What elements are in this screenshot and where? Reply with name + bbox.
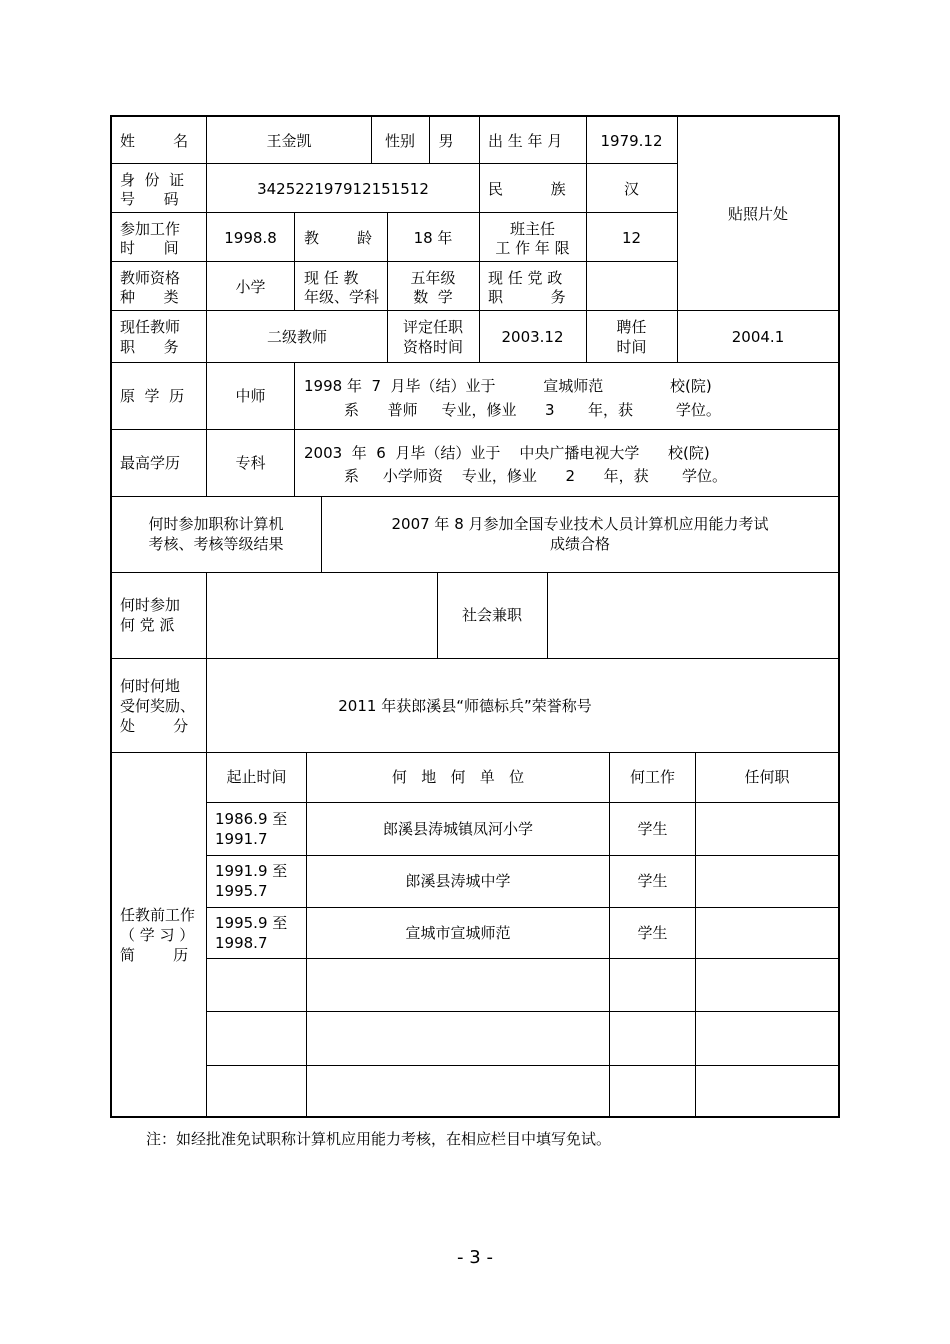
- nation-value: 汉: [623, 180, 639, 198]
- computer-label-2: 考核、考核等级结果: [148, 535, 284, 553]
- award-label-3: 处 分: [120, 717, 189, 735]
- col-line: [206, 116, 207, 496]
- party-post-label-1: 现 任 党 政: [488, 269, 563, 287]
- work-start-label-2: 时 间: [120, 239, 179, 257]
- history-work: 学生: [637, 872, 668, 890]
- col-line: [547, 572, 548, 658]
- award-label-2: 受何奖励、: [120, 697, 196, 715]
- history-header-place: 何 地 何 单 位: [391, 768, 525, 786]
- history-time-end: 1998.7: [215, 934, 268, 952]
- qualification-value: 小学: [235, 278, 266, 296]
- history-label-1: 任教前工作: [120, 906, 196, 924]
- orig-edu-label: 原 学 历: [120, 387, 185, 405]
- current-grade-label-2: 年级、学科: [304, 288, 380, 306]
- eval-value: 2003.12: [501, 328, 564, 346]
- col-line: [206, 572, 207, 1117]
- col-line: [294, 362, 295, 496]
- row-line: [111, 310, 839, 311]
- history-work: 学生: [637, 924, 668, 942]
- current-grade-value-1: 五年级: [410, 269, 456, 287]
- eval-label-1: 评定任职: [402, 318, 463, 336]
- gender-value: 男: [438, 132, 454, 150]
- computer-value-2: 成绩合格: [549, 535, 610, 553]
- row-line: [111, 572, 839, 573]
- history-time-end: 1995.7: [215, 882, 268, 900]
- id-number-value: 342522197912151512: [257, 180, 429, 198]
- id-label-1: 身 份 证: [120, 171, 185, 189]
- top-edu-line-2: 系 小学师资 专业，修业 2 年，获 学位。: [344, 467, 728, 485]
- eval-label-2: 资格时间: [402, 338, 463, 356]
- head-teacher-label-2: 工 作 年 限: [495, 239, 570, 257]
- history-place: 宣城市宣城师范: [405, 924, 511, 942]
- party-label-2: 何 党 派: [120, 616, 175, 634]
- current-grade-value-2: 数 学: [413, 288, 453, 306]
- row-line: [111, 429, 839, 430]
- history-time-start: 1986.9 至: [215, 810, 288, 828]
- row-line: [206, 907, 839, 908]
- footnote: 注：如经批准免试职称计算机应用能力考核，在相应栏目中填写免试。: [146, 1130, 612, 1148]
- col-line: [294, 212, 295, 310]
- border-right: [838, 115, 840, 1118]
- gender-label: 性别: [384, 132, 415, 150]
- qualification-label-1: 教师资格: [120, 269, 181, 287]
- title-value: 二级教师: [266, 328, 327, 346]
- award-value: 2011 年获郎溪县“师德标兵”荣誉称号: [338, 697, 592, 715]
- row-line: [111, 752, 839, 753]
- history-header-work: 何工作: [629, 768, 675, 786]
- history-place: 郎溪县涛城中学: [405, 872, 511, 890]
- birth-value: 1979.12: [600, 132, 663, 150]
- row-line: [111, 261, 678, 262]
- id-label-2: 号 码: [120, 190, 179, 208]
- head-teacher-label-1: 班主任: [509, 220, 555, 238]
- teaching-years-label: 教 龄: [304, 229, 373, 247]
- row-line: [206, 855, 839, 856]
- border-bottom: [110, 1116, 840, 1118]
- hire-value: 2004.1: [731, 328, 785, 346]
- history-header-time: 起止时间: [226, 768, 287, 786]
- party-label-1: 何时参加: [120, 596, 181, 614]
- history-time-start: 1995.9 至: [215, 914, 288, 932]
- hire-label-2: 时间: [616, 338, 647, 356]
- award-label-1: 何时何地: [120, 677, 181, 695]
- social-label: 社会兼职: [461, 606, 522, 624]
- computer-label-1: 何时参加职称计算机: [148, 515, 284, 533]
- head-teacher-value: 12: [621, 229, 642, 247]
- title-label-1: 现任教师: [120, 318, 181, 336]
- top-edu-label: 最高学历: [120, 454, 181, 472]
- current-grade-label-1: 现 任 教: [304, 269, 359, 287]
- history-time-start: 1991.9 至: [215, 862, 288, 880]
- page-number: - 3 -: [457, 1247, 493, 1268]
- history-header-post: 任何职: [744, 768, 790, 786]
- orig-edu-value: 中师: [235, 387, 266, 405]
- col-line: [695, 752, 696, 1117]
- col-line: [479, 116, 480, 310]
- orig-edu-line-1: 1998 年 7 月毕（结）业于 宣城师范 校(院): [304, 377, 712, 395]
- top-edu-value: 专科: [235, 454, 266, 472]
- work-start-label-1: 参加工作: [120, 220, 181, 238]
- teaching-years-value: 18 年: [413, 229, 453, 247]
- birth-label: 出 生 年 月: [488, 132, 563, 150]
- row-line: [111, 362, 839, 363]
- hire-label-1: 聘任: [616, 318, 647, 336]
- name-value: 王金凯: [266, 132, 312, 150]
- row-line: [206, 1011, 839, 1012]
- row-line: [111, 658, 839, 659]
- row-line: [111, 163, 678, 164]
- computer-value-1: 2007 年 8 月参加全国专业技术人员计算机应用能力考试: [391, 515, 769, 533]
- orig-edu-line-2: 系 普师 专业，修业 3 年，获 学位。: [344, 401, 721, 419]
- border-left: [110, 115, 112, 1118]
- party-post-label-2: 职 务: [488, 288, 566, 306]
- top-edu-line-1: 2003 年 6 月毕（结）业于 中央广播电视大学 校(院): [304, 444, 710, 462]
- history-label-3: 简 历: [120, 946, 189, 964]
- qualification-label-2: 种 类: [120, 288, 179, 306]
- history-work: 学生: [637, 820, 668, 838]
- name-label: 姓 名: [120, 132, 189, 150]
- title-label-2: 职 务: [120, 338, 179, 356]
- row-line: [111, 496, 839, 497]
- work-start-value: 1998.8: [224, 229, 277, 247]
- nation-label: 民 族: [488, 180, 566, 198]
- row-line: [206, 958, 839, 959]
- row-line: [111, 212, 678, 213]
- photo-label: 贴照片处: [727, 205, 788, 223]
- photo-slot[interactable]: [678, 117, 838, 309]
- row-line: [206, 1065, 839, 1066]
- history-label-2: （ 学 习 ）: [120, 926, 195, 944]
- history-place: 郎溪县涛城镇凤河小学: [382, 820, 533, 838]
- row-line: [206, 802, 839, 803]
- history-time-end: 1991.7: [215, 830, 268, 848]
